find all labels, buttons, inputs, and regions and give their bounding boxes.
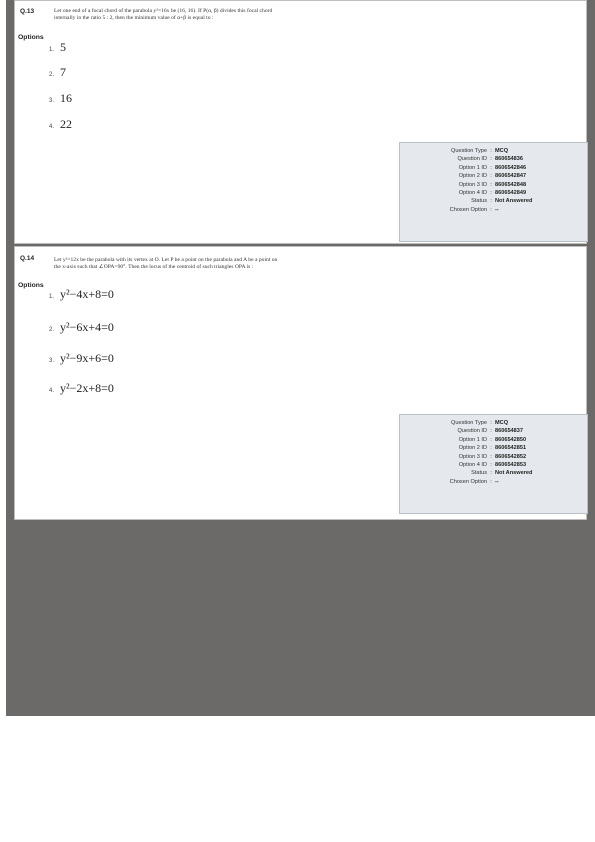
question-card-q14 (14, 246, 587, 520)
options-label: Options (18, 282, 44, 289)
meta-row: Chosen Option : -- (449, 206, 499, 213)
question-number: Q.14 (20, 255, 35, 262)
option-2[interactable] (49, 320, 114, 335)
meta-row: Option 4 ID : 8606542849 (458, 190, 527, 197)
option-1[interactable] (49, 287, 114, 302)
meta-row: Status : Not Answered (471, 470, 533, 477)
meta-row: Option 3 ID : 8606542852 (458, 453, 527, 460)
option-number: 2. (49, 72, 55, 78)
meta-row: Option 2 ID : 8606542847 (458, 173, 527, 180)
question-text-line: Let one end of a focal chord of the parabola y²=16x be (16, 16). If P(α, β) divides this focal chord (54, 8, 273, 14)
question-number: Q.13 (20, 8, 35, 15)
option-value: 7 (60, 65, 66, 79)
option-number: 4. (49, 124, 55, 130)
meta-row: Option 3 ID : 8606542848 (458, 181, 527, 188)
option-4[interactable] (49, 117, 72, 132)
meta-row: Question Type : MCQ (451, 420, 509, 426)
option-value: 22 (60, 117, 72, 131)
option-number: 2. (49, 327, 55, 333)
option-number: 3. (49, 98, 55, 104)
meta-row: Question Type : MCQ (451, 148, 509, 154)
meta-row: Chosen Option : -- (449, 478, 499, 485)
question-card-q13 (14, 0, 587, 244)
option-2[interactable] (49, 65, 66, 80)
option-value: y²−9x+6=0 (60, 351, 114, 365)
option-value: 5 (60, 40, 66, 54)
meta-row: Option 2 ID : 8606542851 (458, 445, 527, 452)
options-label: Options (18, 34, 44, 41)
option-4[interactable] (49, 381, 114, 396)
option-value: y²−4x+8=0 (60, 287, 114, 301)
meta-row: Question ID : 860654837 (457, 428, 523, 435)
question-text (54, 8, 434, 22)
meta-row: Option 4 ID : 8606542853 (458, 462, 527, 469)
question-meta-panel (399, 142, 588, 242)
option-3[interactable] (49, 351, 114, 366)
meta-row: Option 1 ID : 8606542850 (458, 436, 527, 443)
option-value: 16 (60, 91, 72, 105)
question-meta-panel (399, 414, 588, 514)
option-value: y²−6x+4=0 (60, 320, 114, 334)
option-number: 4. (49, 388, 55, 394)
question-text-line: Let y²=12x be the parabola with its vertex at O. Let P be a point on the parabola and A be a point on (54, 257, 278, 263)
option-number: 1. (49, 294, 55, 300)
option-value: y²−2x+8=0 (60, 381, 114, 395)
question-text (54, 257, 434, 271)
meta-row: Status : Not Answered (471, 198, 533, 205)
question-text-line: the x-axis such that ∠OPA=90°. Then the locus of the centroid of such triangles OPA is : (54, 264, 254, 270)
meta-row: Option 1 ID : 8606542846 (458, 164, 527, 171)
page-sheet (6, 0, 595, 716)
meta-row: Question ID : 860654836 (457, 156, 523, 163)
option-number: 3. (49, 358, 55, 364)
option-3[interactable] (49, 91, 72, 106)
question-text-line: internally in the ratio 5 : 2, then the minimum value of α+β is equal to : (54, 15, 214, 21)
option-number: 1. (49, 47, 55, 53)
option-1[interactable] (49, 40, 66, 55)
